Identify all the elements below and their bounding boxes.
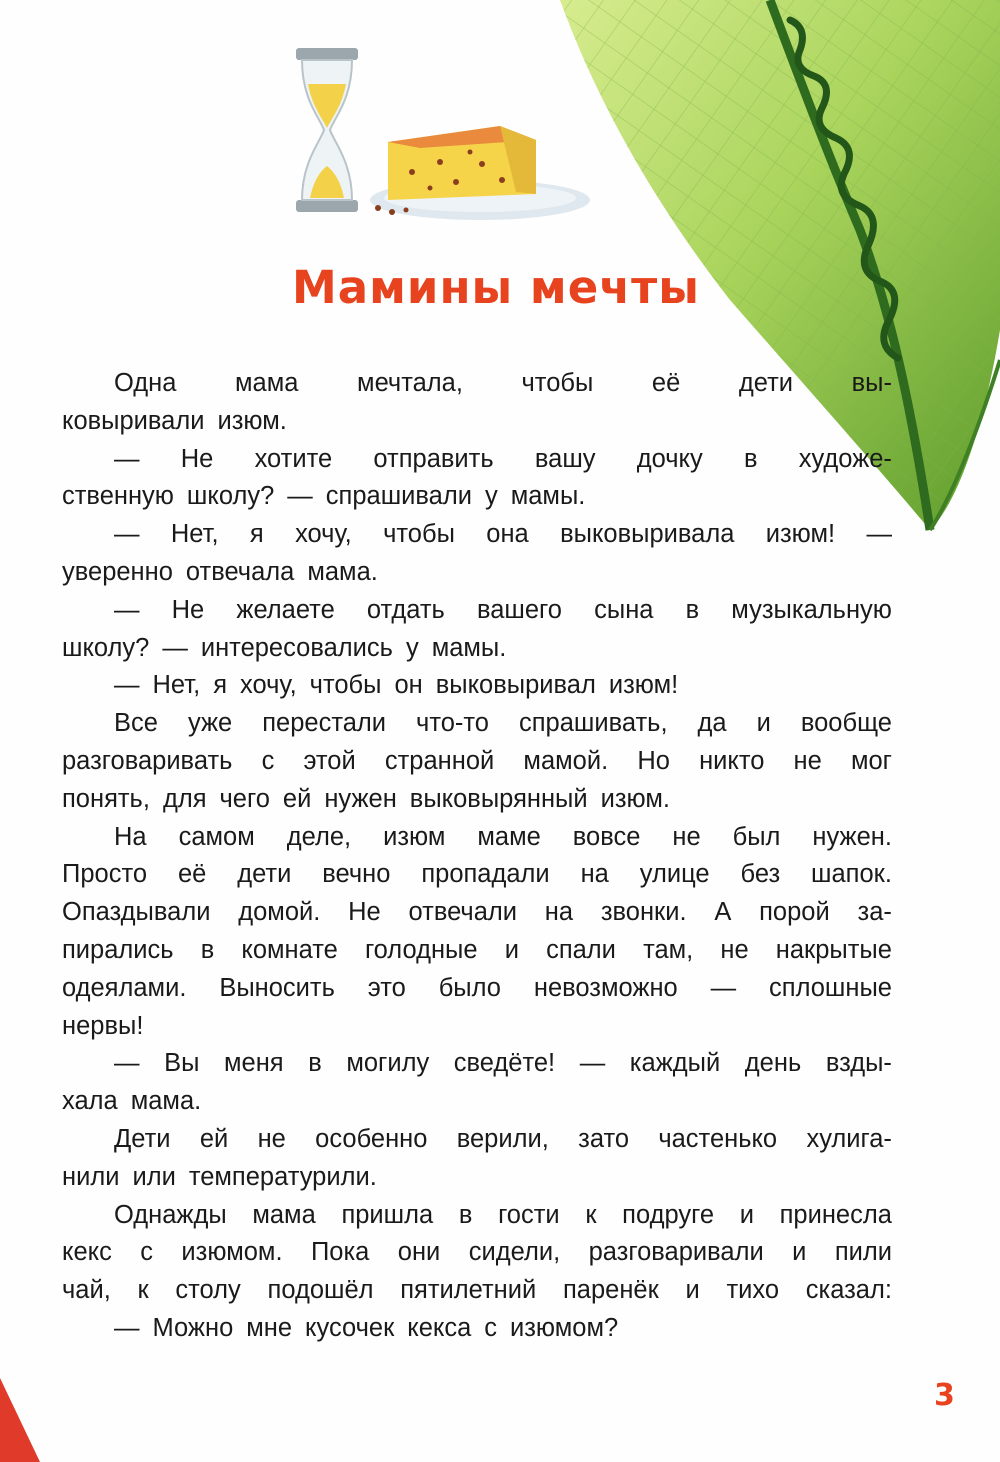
word: художе-: [798, 444, 892, 473]
word: уверенно: [62, 557, 173, 586]
text-line: [62, 1159, 892, 1197]
word: в: [308, 1049, 322, 1078]
word: с: [140, 1238, 153, 1267]
text-line: [62, 1197, 892, 1235]
word: спрашивали: [325, 482, 472, 511]
word: она: [486, 520, 529, 549]
word: шапок.: [811, 860, 892, 889]
word: взды-: [825, 1049, 892, 1078]
word: и: [685, 1276, 700, 1305]
word: —: [579, 1049, 606, 1078]
word: Пока: [310, 1238, 370, 1267]
word: выковыривал: [435, 671, 596, 700]
word: мог: [850, 746, 892, 775]
text-line: [62, 365, 892, 403]
word: —: [866, 520, 892, 549]
word: пятилетний: [400, 1276, 537, 1305]
word: хочу,: [240, 671, 297, 700]
word: мечтала,: [357, 369, 463, 397]
word: вашу: [534, 444, 596, 473]
text-line: [62, 1234, 892, 1272]
word: изюм!: [608, 671, 679, 700]
word: спали: [546, 935, 616, 964]
text-line: [62, 441, 892, 479]
word: мама: [235, 369, 299, 397]
word: домой.: [238, 898, 321, 927]
text-line: [62, 1083, 892, 1121]
word: отдать: [366, 595, 445, 624]
word: Вы: [164, 1049, 200, 1078]
word: отвечали: [408, 898, 518, 927]
word: для: [162, 784, 207, 813]
word: с: [261, 746, 275, 775]
cake-slice-icon: [370, 126, 590, 220]
word: не: [793, 746, 822, 775]
word: маме: [477, 822, 541, 851]
word: изюм.: [600, 784, 671, 813]
page-number: 3: [934, 1378, 955, 1413]
word: могилу: [346, 1049, 430, 1078]
word: к: [585, 1200, 597, 1229]
word: столу: [175, 1276, 241, 1305]
hourglass-icon: [296, 48, 358, 212]
word: Не: [348, 898, 381, 927]
text-line: [62, 1310, 892, 1348]
word: верили,: [456, 1124, 549, 1153]
word: разговаривали: [588, 1238, 764, 1267]
word: одеялами.: [62, 973, 187, 1002]
word: мама.: [307, 557, 378, 586]
word: нили: [62, 1162, 120, 1191]
word: сведёте!: [453, 1049, 556, 1078]
word: Не: [180, 444, 214, 473]
word: понять,: [62, 784, 150, 813]
tea-cake-illustration: [280, 40, 590, 230]
word: —: [114, 444, 140, 473]
word: —: [114, 520, 140, 549]
word: там,: [643, 935, 694, 964]
word: что-то: [416, 709, 489, 738]
word: они: [397, 1238, 441, 1267]
word: мамы.: [431, 633, 507, 662]
word: Нет,: [170, 520, 219, 549]
word: нужен: [324, 784, 397, 813]
word: вовсе: [572, 822, 641, 851]
word: изюм: [383, 822, 446, 851]
word: пропадали: [421, 860, 550, 889]
word: ковыривали: [62, 406, 205, 435]
word: чтобы: [309, 671, 382, 700]
word: и: [504, 935, 519, 964]
word: школу?: [62, 633, 150, 662]
word: желаете: [236, 595, 335, 624]
word: чего: [219, 784, 270, 813]
word: комнате: [241, 935, 338, 964]
word: звонки.: [600, 898, 687, 927]
word: изюмом.: [181, 1238, 283, 1267]
word: и: [756, 709, 771, 738]
text-line: [62, 403, 892, 441]
word: меня: [224, 1049, 284, 1078]
word: за-: [857, 898, 892, 927]
word: Все: [114, 709, 158, 738]
word: вообще: [800, 709, 892, 738]
word: я: [249, 520, 264, 549]
word: —: [114, 595, 140, 624]
word: сидели,: [468, 1238, 561, 1267]
text-line: [62, 478, 892, 516]
text-line: [62, 630, 892, 668]
word: невозможно: [533, 973, 678, 1002]
word: Можно: [152, 1313, 234, 1342]
word: хулига-: [806, 1124, 892, 1153]
word: подошёл: [267, 1276, 374, 1305]
word: ственную: [62, 482, 174, 511]
word: —: [287, 482, 313, 511]
word: её: [177, 860, 207, 889]
word: разговаривать: [62, 746, 233, 775]
text-line: [62, 970, 892, 1008]
word: этой: [303, 746, 356, 775]
word: не: [257, 1124, 286, 1153]
text-line: [62, 667, 892, 705]
word: и: [739, 1200, 754, 1229]
word: Выносить: [219, 973, 335, 1002]
word: изюм!: [765, 520, 836, 549]
word: дочку: [636, 444, 703, 473]
word: паренёк: [562, 1276, 659, 1305]
word: да: [697, 709, 727, 738]
word: кусочек: [305, 1313, 395, 1342]
word: частенько: [658, 1124, 778, 1153]
word: ей: [199, 1124, 229, 1153]
word: Нет,: [152, 671, 201, 700]
word: Просто: [62, 860, 148, 889]
word: не: [720, 935, 749, 964]
word: было: [438, 973, 501, 1002]
word: мамы.: [510, 482, 586, 511]
word: спрашивать,: [518, 709, 668, 738]
word: —: [114, 671, 140, 700]
word: пришла: [341, 1200, 434, 1229]
word: был: [732, 822, 781, 851]
word: нужен.: [812, 822, 892, 851]
word: нервы!: [62, 1011, 144, 1040]
word: дети: [237, 860, 292, 889]
text-line: [62, 894, 892, 932]
word: зато: [578, 1124, 630, 1153]
text-line: [62, 743, 892, 781]
word: в: [200, 935, 215, 964]
word: в: [685, 595, 700, 624]
word: —: [114, 1049, 140, 1078]
text-line: [62, 856, 892, 894]
word: пили: [834, 1238, 892, 1267]
word: Однажды: [114, 1200, 227, 1229]
word: в: [458, 1200, 473, 1229]
story-text: [62, 365, 892, 1348]
word: принесла: [779, 1200, 892, 1229]
word: —: [114, 1313, 140, 1342]
word: к: [137, 1276, 149, 1305]
word: деле,: [286, 822, 352, 851]
text-line: [62, 1272, 892, 1310]
word: никто: [699, 746, 765, 775]
word: сына: [594, 595, 654, 624]
word: интересовались: [200, 633, 393, 662]
word: без: [740, 860, 781, 889]
word: на: [580, 860, 609, 889]
word: изюм.: [217, 406, 287, 435]
word: мама: [252, 1200, 316, 1229]
word: ей: [282, 784, 312, 813]
word: Опаздывали: [62, 898, 211, 927]
word: чтобы: [521, 369, 594, 397]
word: Не: [171, 595, 205, 624]
word: мне: [246, 1313, 293, 1342]
word: кекс: [62, 1238, 112, 1267]
word: Дети: [114, 1124, 171, 1153]
word: или: [132, 1162, 176, 1191]
word: Одна: [114, 369, 177, 397]
text-line: [62, 1008, 892, 1046]
word: каждый: [629, 1049, 721, 1078]
word: вечно: [322, 860, 391, 889]
word: уже: [187, 709, 233, 738]
text-line: [62, 705, 892, 743]
word: чтобы: [383, 520, 455, 549]
word: голодные: [364, 935, 478, 964]
word: —: [710, 973, 737, 1002]
word: с: [484, 1313, 497, 1342]
word: не: [672, 822, 701, 851]
word: выковыривала: [560, 520, 735, 549]
word: на: [544, 898, 574, 927]
word: подруге: [622, 1200, 715, 1229]
word: странной: [384, 746, 495, 775]
word: кекса: [407, 1313, 472, 1342]
word: её: [651, 369, 681, 397]
word: самом: [178, 822, 255, 851]
word: и: [792, 1238, 807, 1267]
word: —: [162, 633, 188, 662]
text-line: [62, 516, 892, 554]
word: день: [744, 1049, 802, 1078]
word: перестали: [262, 709, 387, 738]
word: хочу,: [295, 520, 352, 549]
word: накрытые: [775, 935, 892, 964]
word: дети: [738, 369, 794, 397]
word: хотите: [254, 444, 333, 473]
word: сплошные: [769, 973, 892, 1002]
word: На: [114, 822, 147, 851]
word: отвечала: [185, 557, 295, 586]
text-line: [62, 1121, 892, 1159]
word: температурили.: [188, 1162, 377, 1191]
word: у: [405, 633, 419, 662]
text-line: [62, 592, 892, 630]
text-line: [62, 819, 892, 857]
word: в: [743, 444, 758, 473]
word: выковырянный: [409, 784, 588, 813]
word: гости: [498, 1200, 560, 1229]
word: изюмом?: [510, 1313, 619, 1342]
word: сказал:: [805, 1276, 892, 1305]
word: отправить: [373, 444, 494, 473]
word: Но: [637, 746, 670, 775]
word: я: [213, 671, 228, 700]
page-title: Мамины мечты: [292, 261, 700, 314]
word: он: [394, 671, 423, 700]
word: пирались: [62, 935, 174, 964]
word: музыкальную: [731, 595, 892, 624]
word: хала: [62, 1087, 118, 1116]
text-line: [62, 781, 892, 819]
word: у: [484, 482, 498, 511]
word: это: [367, 973, 406, 1002]
word: особенно: [315, 1124, 428, 1153]
word: А: [714, 898, 732, 927]
word: мама.: [130, 1087, 202, 1116]
word: мамой.: [523, 746, 609, 775]
text-line: [62, 1045, 892, 1083]
word: порой: [759, 898, 830, 927]
word: тихо: [726, 1276, 780, 1305]
word: вы-: [851, 369, 892, 397]
word: школу?: [186, 482, 275, 511]
word: вашего: [476, 595, 562, 624]
text-line: [62, 554, 892, 592]
corner-decoration: [0, 1378, 40, 1462]
text-line: [62, 932, 892, 970]
word: чай,: [62, 1276, 111, 1305]
word: улице: [639, 860, 710, 889]
